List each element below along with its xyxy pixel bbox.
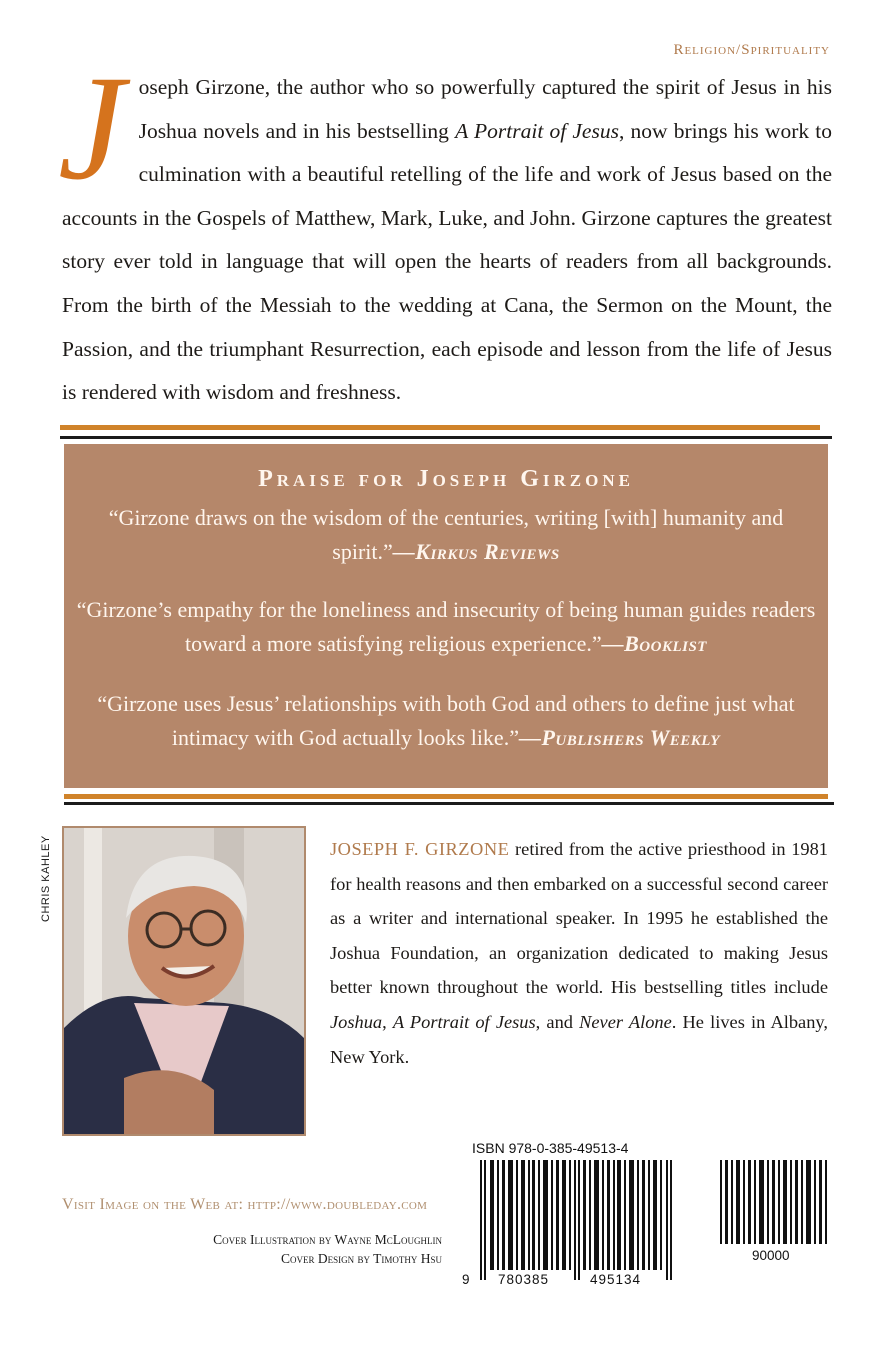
divider-orange-top (60, 425, 820, 430)
divider-black-top (60, 436, 832, 439)
author-bio (330, 832, 828, 1074)
quote-text: “Girzone’s empathy for the loneliness and insecurity of being human guides readers toward a more satisfying religious experience.” (76, 597, 816, 656)
bio-separator: , and (535, 1011, 580, 1032)
intro-text: oseph Girzone, the author who so powerfully captured the spirit of Jesus in his Joshua novels and in his bestselling (138, 75, 832, 143)
barcode-digit-first: 9 (462, 1272, 470, 1287)
quote-source: —Kirkus Reviews (392, 539, 560, 564)
cover-credits (213, 1230, 442, 1268)
praise-quote (76, 501, 816, 569)
book-title: A Portrait of Jesus (392, 1011, 536, 1032)
quote-text: “Girzone draws on the wisdom of the centuries, writing [with] humanity and spirit.” (108, 505, 784, 564)
price-addon-barcode (718, 1160, 830, 1246)
author-portrait-illustration (64, 828, 304, 1134)
website-line[interactable]: Visit Image on the Web at: http://www.doubleday.com (62, 1196, 428, 1213)
praise-quote (76, 687, 816, 755)
isbn-barcode (470, 1160, 700, 1290)
praise-quote (76, 593, 816, 661)
divider-black-bottom (64, 802, 834, 805)
intro-text-after: , now brings his work to culmination with a beautiful retelling of the life and work of Jesus based on the accounts in the Gospels of Matthew, Mark, Luke, and John. Girzone captures the greatest story ever told in language that will open the hearts of readers from all backgrounds. From the birth of the Messiah to the wedding at Cana, the Sermon on the Mount, the Passion, and the triumphant Resurrection, each episode and lesson from the life of Jesus is rendered with wisdom and freshness. (62, 118, 832, 405)
quote-source: —Publishers Weekly (518, 725, 721, 750)
quote-source: —Booklist (601, 631, 707, 656)
author-name: JOSEPH F. GIRZONE (330, 839, 510, 859)
praise-title: Praise for Joseph Girzone (258, 466, 634, 492)
bio-text: retired from the active priesthood in 1981 for health reasons and then embarked on a successful second career as a writer and international speaker. In 1995 he established the Joshua Foundation, an organization dedicated to making Jesus better known throughout the world. His bestselling titles include (330, 839, 828, 998)
bio-text-end: . He lives in Albany, New York. (330, 1011, 828, 1067)
price-addon-digits: 90000 (752, 1248, 790, 1263)
author-photo (62, 826, 306, 1136)
divider-orange-bottom (64, 794, 828, 799)
photo-credit: CHRIS KAHLEY (40, 835, 52, 922)
quote-text: “Girzone uses Jesus’ relationships with both God and others to define just what intimacy with God actually looks like.” (97, 691, 795, 750)
illustration-credit: Cover Illustration by Wayne McLoughlin (213, 1232, 442, 1247)
book-title: Never Alone (579, 1011, 672, 1032)
barcode-digits-right: 495134 (590, 1272, 642, 1287)
praise-box (64, 444, 828, 788)
design-credit: Cover Design by Timothy Hsu (280, 1251, 442, 1266)
bio-separator: , (382, 1011, 393, 1032)
book-title: Joshua (330, 1011, 383, 1032)
intro-book-title: A Portrait of Jesus (455, 118, 619, 143)
drop-cap: J (58, 45, 125, 211)
isbn-label: ISBN 978-0-385-49513-4 (472, 1140, 629, 1156)
category-label: Religion/Spirituality (673, 42, 830, 58)
barcode-digits-left: 780385 (498, 1272, 550, 1287)
